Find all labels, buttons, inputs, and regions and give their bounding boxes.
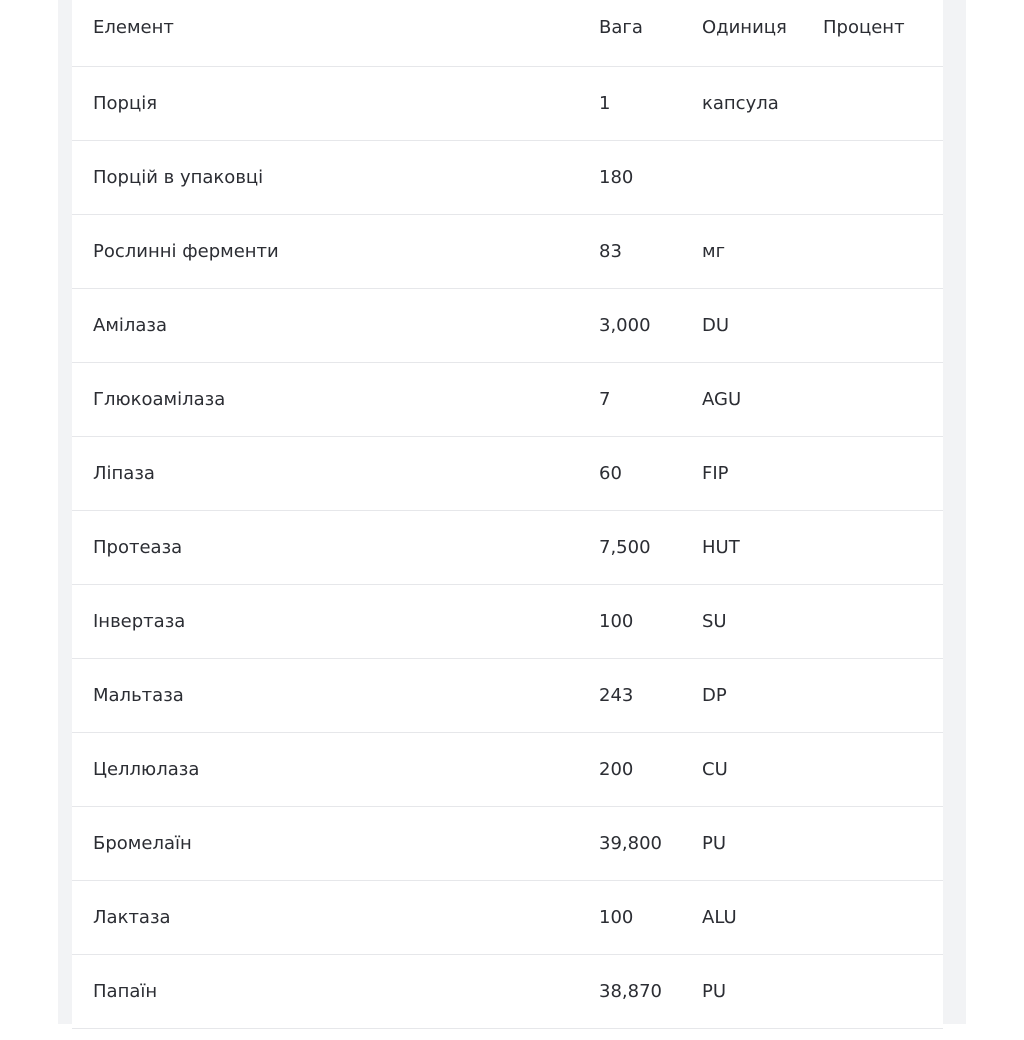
cell-weight: 243: [599, 658, 702, 732]
cell-unit: SU: [702, 584, 823, 658]
cell-element: Мальтаза: [72, 658, 599, 732]
table-row: [72, 732, 943, 806]
cell-percent: [823, 436, 943, 510]
cell-weight: 38,870: [599, 954, 702, 1028]
table-row: [72, 214, 943, 288]
cell-percent: [823, 362, 943, 436]
cell-element: Інвертаза: [72, 584, 599, 658]
table-row: [72, 954, 943, 1028]
nutrition-table: [72, 0, 943, 1029]
header-weight: Вага: [599, 0, 702, 66]
cell-percent: [823, 880, 943, 954]
cell-element: Порція: [72, 66, 599, 140]
cell-unit: PU: [702, 806, 823, 880]
cell-element: Глюкоамілаза: [72, 362, 599, 436]
cell-weight: 60: [599, 436, 702, 510]
table-row: [72, 880, 943, 954]
cell-percent: [823, 806, 943, 880]
cell-percent: [823, 140, 943, 214]
cell-element: Ліпаза: [72, 436, 599, 510]
table-row: [72, 436, 943, 510]
cell-percent: [823, 658, 943, 732]
cell-unit: HUT: [702, 510, 823, 584]
cell-unit: мг: [702, 214, 823, 288]
cell-weight: 3,000: [599, 288, 702, 362]
cell-unit: AGU: [702, 362, 823, 436]
cell-percent: [823, 510, 943, 584]
cell-weight: 1: [599, 66, 702, 140]
cell-unit: CU: [702, 732, 823, 806]
table-row: [72, 806, 943, 880]
cell-percent: [823, 214, 943, 288]
cell-unit: DU: [702, 288, 823, 362]
table-row: [72, 658, 943, 732]
cell-element: Лактаза: [72, 880, 599, 954]
cell-unit: PU: [702, 954, 823, 1028]
table-header-row: [72, 0, 943, 66]
cell-percent: [823, 732, 943, 806]
cell-element: Бромелаїн: [72, 806, 599, 880]
table-row: [72, 584, 943, 658]
cell-weight: 39,800: [599, 806, 702, 880]
table-row: [72, 362, 943, 436]
cell-weight: 180: [599, 140, 702, 214]
cell-weight: 7,500: [599, 510, 702, 584]
cell-weight: 83: [599, 214, 702, 288]
cell-element: Целлюлаза: [72, 732, 599, 806]
cell-percent: [823, 288, 943, 362]
cell-element: Рослинні ферменти: [72, 214, 599, 288]
cell-unit: ALU: [702, 880, 823, 954]
cell-weight: 200: [599, 732, 702, 806]
cell-percent: [823, 584, 943, 658]
header-element: Елемент: [72, 0, 599, 66]
cell-element: Амілаза: [72, 288, 599, 362]
cell-weight: 7: [599, 362, 702, 436]
cell-unit: DP: [702, 658, 823, 732]
table-row: [72, 66, 943, 140]
cell-unit: капсула: [702, 66, 823, 140]
header-unit: Одиниця: [702, 0, 823, 66]
cell-percent: [823, 954, 943, 1028]
cell-element: Папаїн: [72, 954, 599, 1028]
cell-unit: [702, 140, 823, 214]
table-row: [72, 510, 943, 584]
cell-percent: [823, 66, 943, 140]
cell-weight: 100: [599, 584, 702, 658]
cell-unit: FIP: [702, 436, 823, 510]
header-percent: Процент: [823, 0, 943, 66]
cell-weight: 100: [599, 880, 702, 954]
table-row: [72, 288, 943, 362]
cell-element: Порцій в упаковці: [72, 140, 599, 214]
cell-element: Протеаза: [72, 510, 599, 584]
table-row: [72, 140, 943, 214]
